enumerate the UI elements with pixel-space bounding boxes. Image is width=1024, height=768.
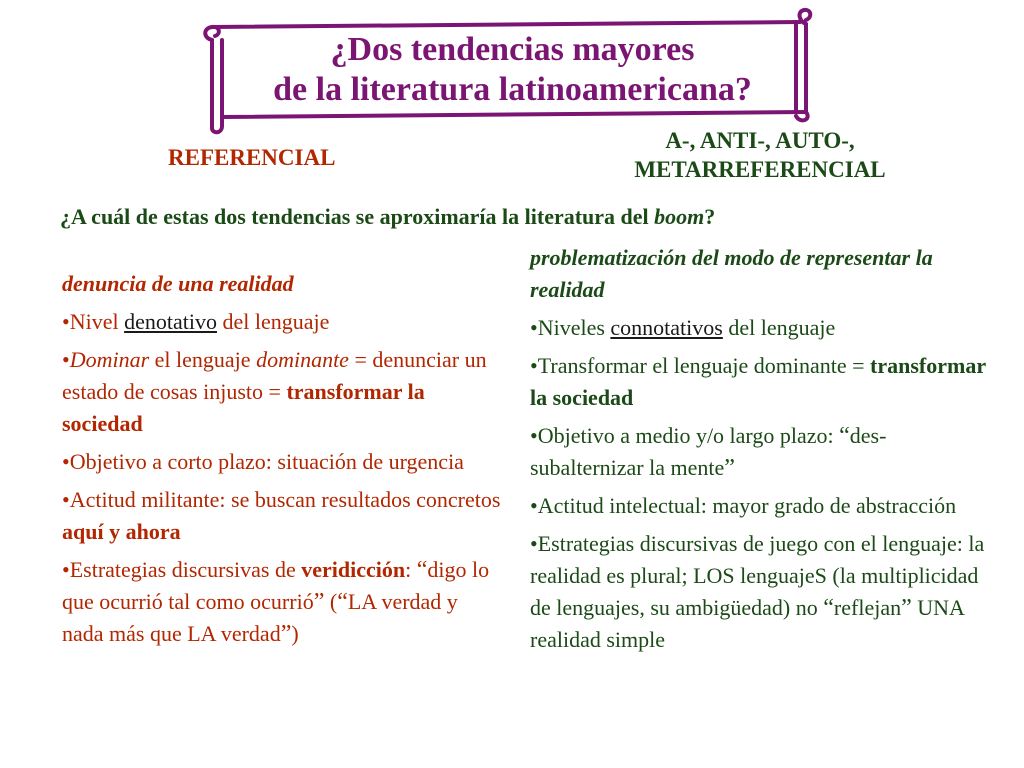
- right-bullet-4: •Actitud intelectual: mayor grado de abstracción: [530, 493, 957, 518]
- underlined-term: denotativo: [124, 309, 217, 334]
- right-column: [530, 242, 1000, 662]
- question-text: ¿A cuál de estas dos tendencias se aproximaría la literatura del: [60, 204, 655, 229]
- slide-title-line-1: ¿Dos tendencias mayores: [330, 31, 695, 68]
- left-bullet-4: •Actitud militante: se buscan resultados concretos aquí y ahora: [62, 487, 501, 544]
- underlined-term: connotativos: [610, 315, 723, 340]
- column-header-referencial: REFERENCIAL: [168, 145, 336, 170]
- left-bullet-3: •Objetivo a corto plazo: situación de urgencia: [62, 449, 464, 474]
- right-bullet-2: •Transformar el lenguaje dominante = transformar la sociedad: [530, 353, 986, 410]
- column-header-metarreferencial: [530, 126, 990, 184]
- left-bullet-1: •Nivel denotativo del lenguaje: [62, 309, 330, 334]
- right-bullet-1: •Niveles connotativos del lenguaje: [530, 315, 836, 340]
- right-bullet-3: •Objetivo a medio y/o largo plazo: “des-subalternizar la mente”: [530, 423, 887, 481]
- right-subtitle: problematización del modo de representar la realidad: [530, 245, 933, 302]
- column-header-right-line-2: METARREFERENCIAL: [634, 157, 886, 182]
- question-end: ?: [704, 204, 716, 229]
- left-subtitle: denuncia de una realidad: [62, 271, 294, 296]
- right-bullet-5: •Estrategias discursivas de juego con el lenguaje: la realidad es plural; LOS lenguajeS (la multiplicidad de lenguajes, su ambigüedad) no “reflejan” UNA realidad simple: [530, 531, 985, 652]
- slide-title-line-2: de la literatura latinoamericana?: [273, 71, 752, 108]
- guiding-question: [60, 202, 715, 232]
- slide-title: [225, 30, 800, 110]
- column-header-right-line-1: A-, ANTI-, AUTO-,: [665, 128, 855, 153]
- left-bullet-5: •Estrategias discursivas de veridicción: “digo lo que ocurrió tal como ocurrió” (“LA verdad y nada más que LA verdad”): [62, 557, 490, 647]
- left-bullet-2: •Dominar el lenguaje dominante = denunciar un estado de cosas injusto = transformar la sociedad: [62, 347, 487, 436]
- left-column: [62, 268, 502, 656]
- question-emphasis: boom: [654, 204, 705, 229]
